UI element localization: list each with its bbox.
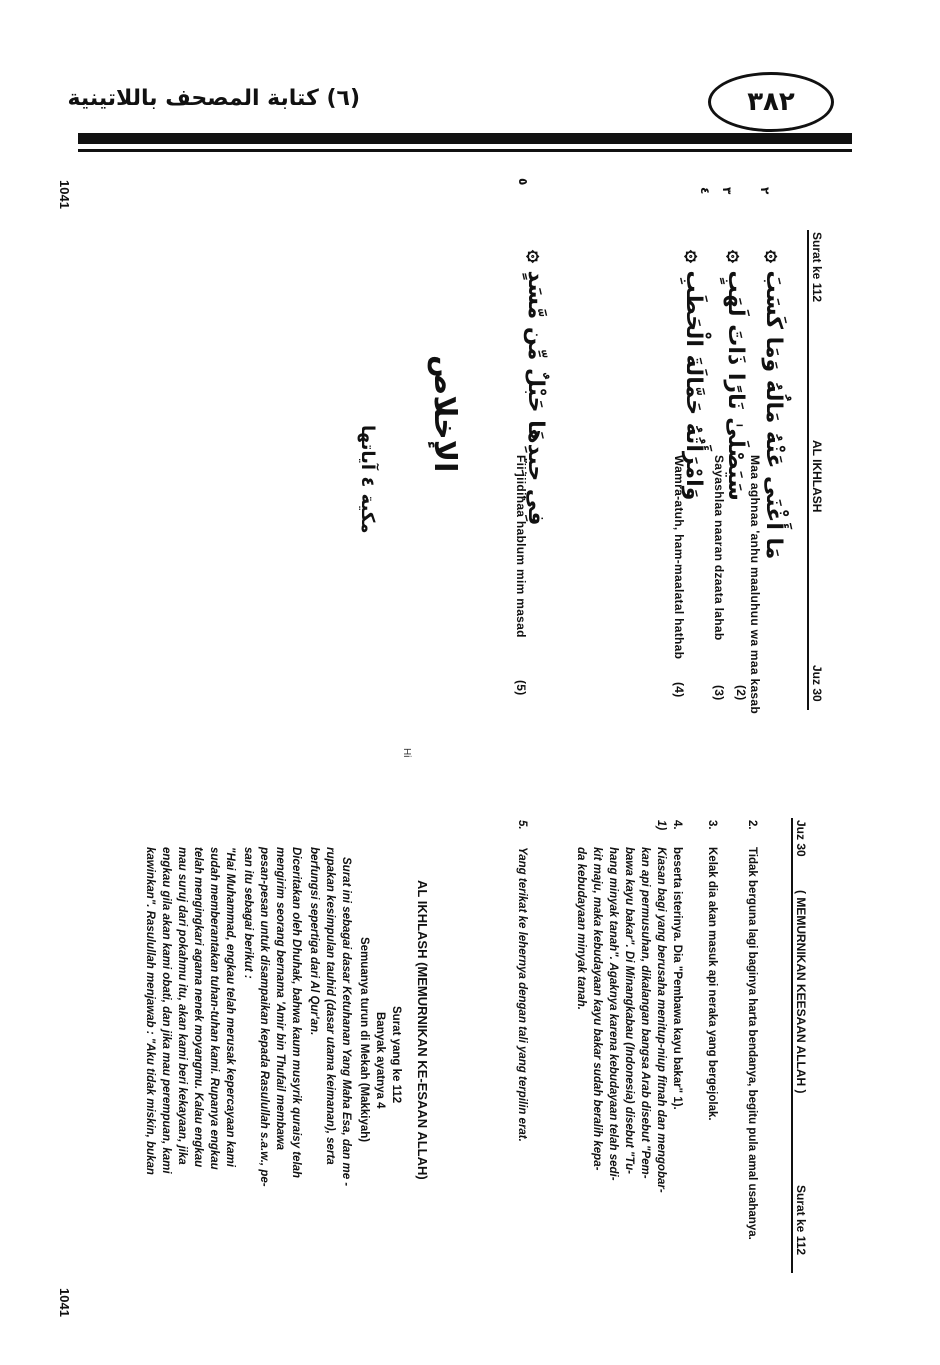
verse-3-number: (3) — [712, 685, 726, 701]
header-rule-thick — [78, 133, 852, 144]
verse-4-number: (4) — [672, 682, 686, 698]
right-header-topic: ( MEMURNIKAN KEESAAN ALLAH ) — [794, 890, 808, 1094]
left-page-number: 1041 — [57, 180, 72, 209]
left-page-header-rule — [807, 230, 809, 710]
footnote-line-1: Kiasan bagi yang berusaha menitup-niup fitnah dan mengobar- — [655, 847, 667, 1193]
commentary-title: AL IKHLASH (MEMURNIKAN KE-ESAAN ALLAH) — [415, 880, 430, 1180]
page-number-oval — [708, 72, 834, 132]
stray-mark: Hi — [401, 748, 412, 758]
surah-heading-arabic: الإخلاص — [427, 355, 462, 473]
right-page-header-rule — [791, 818, 793, 1273]
commentary-line-2: rupakan kesimpulan tauhid (dasar utama keimanan), serta — [324, 847, 336, 1165]
verse-4-latin: Wamra-atuh, ham-maalatal hathab — [672, 455, 686, 660]
footnote-line-6: da kebudayaan minyak tanah. — [575, 847, 587, 1010]
verse-5-latin: Fii jiidihaa hablum mim masad — [514, 455, 528, 638]
commentary-line-11: mau suruj dari pokahmu itu, akan kami beri kekayaan, jika — [176, 847, 188, 1165]
commentary-sub-3: Semuanya turun di Mekah (Makkiyah) — [358, 937, 370, 1143]
surah-subheading-arabic: مكية ٤ آياتها — [357, 425, 378, 534]
footnote-line-2: kan api permusuhan, dikalangan bangsa Arab disebut "Pem- — [639, 847, 651, 1179]
commentary-line-6: pesan-pesan untuk disampaikan kepada Rasulullah s.a.w., pe- — [258, 847, 270, 1187]
note-2-text: Tidak berguna lagi baginya harta bendanya, begitu pula amal usahanya. — [746, 847, 758, 1240]
commentary-line-8: "Hai Muhammad, engkau telah merusak kepercayaan kami — [224, 847, 236, 1167]
page-number-arabic: ٣٨٢ — [747, 87, 795, 117]
commentary-line-3: berfungsi sepertiga dari Al Qur'an. — [308, 847, 320, 1036]
verse-2-latin: Maa aghnaa 'anhu maaluhuu wa maa kasab — [748, 455, 762, 714]
header-rule-thin — [78, 149, 852, 152]
commentary-line-5: mengirim seorang bernama 'Amir bin Thufail membawa — [274, 847, 286, 1151]
verse-4-arabic: وَامْرَأَتُهُ حَمَّالَةَ الْحَطَبِ ۞ — [681, 250, 706, 501]
note-4-text: beserta isterinya. Dia "Pembawa kayu bakar" 1). — [671, 847, 683, 1110]
left-header-name: AL IKHLASH — [810, 440, 824, 513]
commentary-line-4: Diceritakan oleh Dhuhak, bahwa kaum musyrik quraisy telah — [290, 847, 302, 1179]
commentary-line-1: Surat ini sebagai dasar Ketuhanan Yang Maha Esa, dan me - — [340, 857, 352, 1187]
footnote-line-3: bawa kayu bakar". Di Minangkabau (Indonesia) disebut "Tu- — [623, 847, 635, 1175]
commentary-line-10: telah mengingkari agama nenek moyangmu. Kalau engkau — [192, 847, 204, 1168]
note-2-num: 2. — [746, 820, 758, 830]
note-5-num: 5. — [516, 820, 528, 830]
verse-5-number: (5) — [514, 680, 528, 696]
commentary-line-12: engkau gila akan kami obati, dan jika mau perempuan, kami — [160, 847, 172, 1174]
verse-5-num-arabic: ٥ — [516, 178, 530, 186]
commentary-line-7: san itu sebagai berikut : — [242, 847, 254, 979]
note-5-text: Yang terikat ke lehernya dengan tali yang terpilin erat. — [516, 847, 528, 1142]
right-header-juz: Juz 30 — [794, 820, 808, 857]
right-page-number: 1041 — [57, 1288, 72, 1317]
footnote-line-5: kit maju, maka kebudayaan kayu bakar sudah beralih kepa- — [591, 847, 603, 1171]
verse-2-num-arabic: ٢ — [758, 187, 772, 195]
note-3-num: 3. — [706, 820, 718, 830]
commentary-line-13: kawinkan". Rasulullah menjawab : "Aku tidak miskin, bukan — [144, 847, 156, 1175]
left-header-surah: Surat ke 112 — [810, 232, 824, 303]
note-3-text: Kelak dia akan masuk api neraka yang bergejolak. — [706, 847, 718, 1121]
footnote-1-marker: 1) — [655, 820, 667, 831]
footnote-line-4: hang minyak tanah". Agaknya karena kebudayaan telah sedi- — [607, 847, 619, 1181]
note-4-num: 4. — [671, 820, 683, 830]
verse-3-arabic: سَيَصْلَىٰ نَارًا ذَاتَ لَهَبٍ ۞ — [723, 250, 748, 501]
verse-2-number: (2) — [734, 685, 748, 701]
right-header-surah: Surat ke 112 — [794, 1185, 808, 1256]
verse-4-num-arabic: ٤ — [698, 187, 712, 195]
commentary-sub-1: Surat yang ke 112 — [390, 1006, 402, 1104]
verse-5-arabic: فِي جِيدِهَا حَبْلٌ مِّن مَّسَدٍ ۞ — [523, 250, 548, 526]
verse-3-latin: Sayashlaa naaran dzaata lahab — [712, 455, 726, 641]
commentary-line-9: sudah memberantakan tuhan-tuhan kami. Rupanya engkau — [208, 847, 220, 1170]
verse-2-arabic: مَا أَغْنَى عَنْهُ مَالُهُ وَمَا كَسَبَ ۞ — [761, 250, 786, 560]
header-arabic-title: (٦) كتابة المصحف باللاتينية — [67, 86, 360, 111]
left-header-juz: Juz 30 — [810, 665, 824, 702]
commentary-sub-2: Banyak ayatnya 4 — [374, 1012, 386, 1109]
verse-3-num-arabic: ٣ — [720, 187, 734, 195]
